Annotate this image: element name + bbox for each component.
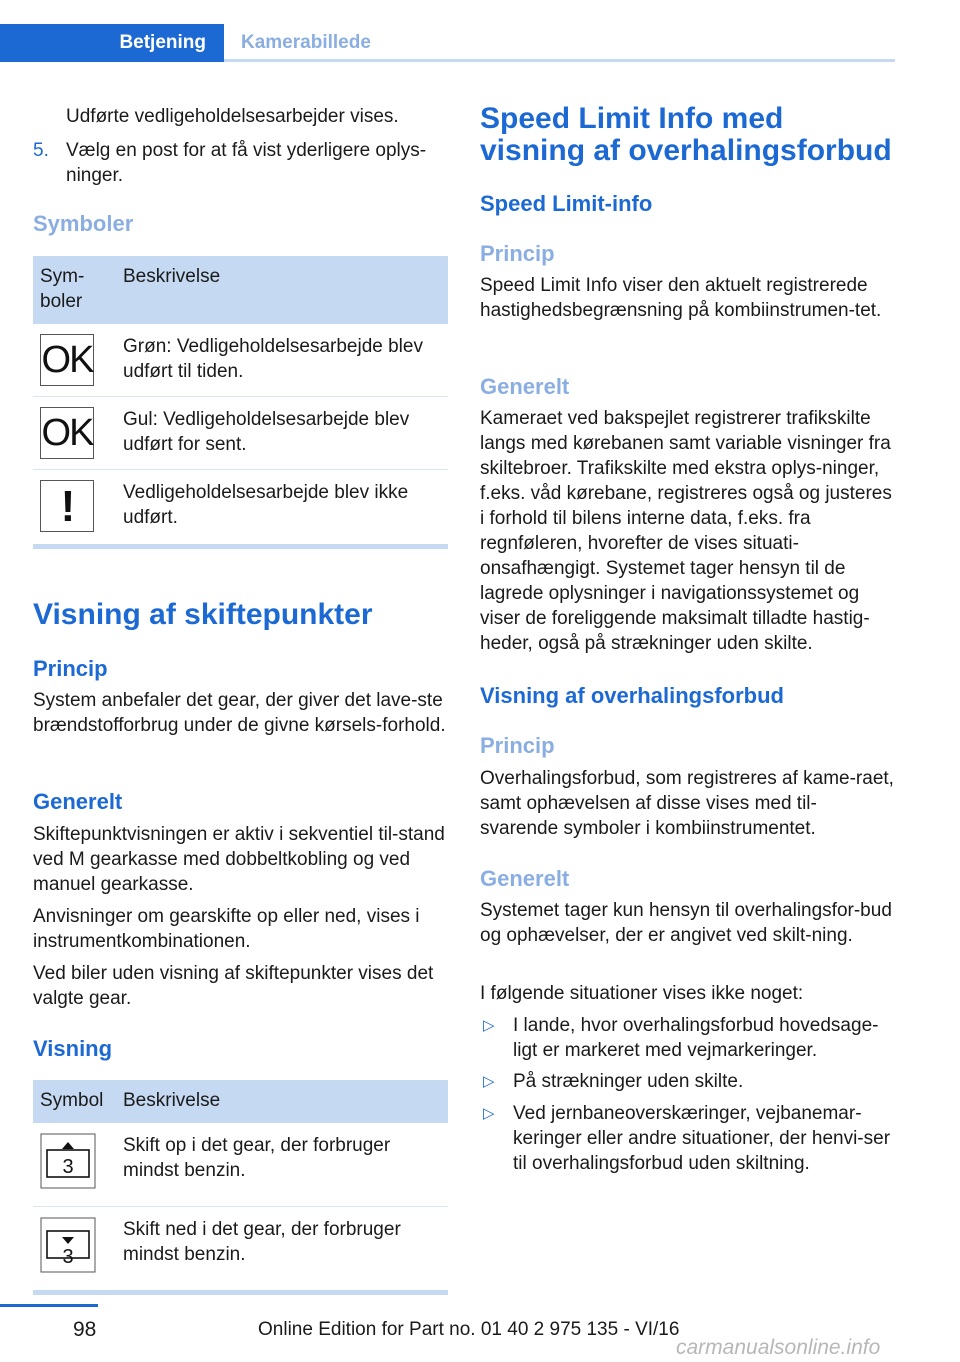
generelt-paragraph-2b: I følgende situationer vises ikke noget: [480, 983, 804, 1004]
footer-rule [0, 1304, 98, 1307]
bullet-text: I lande, hvor overhalingsforbud hovedsage‐ligt er markeret med vejmarkeringer. [513, 1015, 879, 1061]
list-item [480, 1101, 895, 1176]
gear-table-wrap [33, 1080, 448, 1295]
table-cell: Vedligeholdelsesarbejde blev ikke udført. [123, 482, 409, 528]
table-header-symbols: Sym‐boler [33, 256, 116, 324]
heading-princip: Princip [480, 241, 555, 266]
step-number: 5. [33, 140, 49, 161]
triangle-bullet-icon: ▷ [483, 1017, 495, 1034]
bullet-text: På strækninger uden skilte. [513, 1071, 744, 1092]
list-item [480, 1013, 895, 1063]
heading-speed-limit: Speed Limit Info med visning af overhalingsforbud [480, 102, 892, 167]
generelt-paragraph-1: Skiftepunktvisningen er aktiv i sekventiel til‐stand ved M gearkasse med dobbeltkobling og ved manuel gearkasse. [33, 824, 445, 895]
continued-line: Udførte vedligeholdelsesarbejder vises. [66, 106, 399, 127]
triangle-bullet-icon: ▷ [483, 1105, 495, 1122]
ok-yellow-icon: OK [40, 407, 94, 459]
table-bottom-rule [33, 544, 448, 549]
table-header-description: Beskrivelse [116, 256, 448, 324]
symbols-table-wrap [33, 256, 448, 549]
table-row [33, 1123, 448, 1207]
heading-speed-limit-info: Speed Limit-info [480, 191, 653, 216]
symbols-heading: Symboler [33, 211, 134, 236]
list-item-step-5 [33, 138, 448, 188]
section-tab [0, 24, 224, 62]
table-row [33, 470, 448, 545]
table-row [33, 324, 448, 397]
generelt-paragraph-2a: Systemet tager kun hensyn til overhalingsfor‐bud og ophævelser, der er angivet ved skilt‐ning. [480, 900, 892, 946]
table-cell: Skift ned i det gear, der forbruger mindst benzin. [123, 1219, 401, 1265]
generelt-paragraph: Kameraet ved bakspejlet registrerer trafikskilte langs med kørebanen samt variable visninger fra skiltebroer. Trafikskilte med ekstra oplys‐ninger, f.eks. våd kørebane, registreres også og justeres i forhold til bilens interne data, f.eks. fra regnføleren, hvorefter de vises situati‐onsafhængigt. Systemet tager hensyn til de lagrede oplysninger i navigationssystemet og viser de foreliggende maksimalt tilladte hastig‐heder, også på strækninger uden skilte. [480, 408, 892, 654]
table-header-row [33, 256, 448, 324]
heading-generelt-2: Generelt [480, 866, 570, 891]
gear-table [33, 1080, 448, 1290]
table-header-symbol: Symbol [33, 1080, 116, 1123]
symbols-table [33, 256, 448, 544]
table-bottom-rule [33, 1290, 448, 1295]
heading-visning: Visning [33, 1036, 113, 1061]
princip-paragraph: System anbefaler det gear, der giver det lave‐ste brændstofforbrug under de givne kørsels‐forhold. [33, 690, 446, 736]
heading-overtaking-ban: Visning af overhalingsforbud [480, 683, 784, 708]
step-text: Vælg en post for at få vist yderligere oplys‐ninger. [66, 140, 427, 186]
table-row [33, 1207, 448, 1291]
generelt-paragraph-2: Anvisninger om gearskifte op eller ned, vises i instrumentkombinationen. [33, 906, 420, 952]
princip-paragraph: Speed Limit Info viser den aktuelt registrerede hastighedsbegrænsning på kombiinstrumen‐tet. [480, 275, 882, 321]
triangle-bullet-icon: ▷ [483, 1073, 495, 1090]
subsection-tab [224, 24, 895, 62]
table-cell: Grøn: Vedligeholdelsesarbejde blev udført til tiden. [116, 324, 448, 397]
heading-generelt: Generelt [33, 789, 123, 814]
shift-up-icon [40, 1133, 96, 1189]
shift-down-icon [40, 1217, 96, 1273]
princip-paragraph-2: Overhalingsforbud, som registreres af kame‐raet, samt ophævelsen af disse vises med til‐svarende symboler i kombiinstrumentet. [480, 768, 894, 839]
table-header-description: Beskrivelse [116, 1080, 448, 1123]
heading-princip-2: Princip [480, 733, 555, 758]
running-header [0, 24, 895, 62]
heading-princip: Princip [33, 656, 108, 681]
svg-text:3: 3 [62, 1156, 74, 1178]
list-item [480, 1069, 895, 1094]
generelt-paragraph-3: Ved biler uden visning af skiftepunkter vises det valgte gear. [33, 963, 434, 1009]
table-header-row [33, 1080, 448, 1123]
table-row [33, 397, 448, 470]
watermark: carmanualsonline.info [676, 1336, 881, 1359]
subsection-label: Kamerabillede [241, 32, 371, 53]
edition-line: Online Edition for Part no. 01 40 2 975 135 - VI/16 [258, 1319, 680, 1340]
page-number: 98 [73, 1318, 97, 1341]
exclamation-icon: ! [40, 480, 94, 532]
ok-green-icon: OK [40, 334, 94, 386]
section-label: Betjening [119, 32, 206, 53]
svg-text:3: 3 [62, 1246, 74, 1268]
heading-shift-points: Visning af skiftepunkter [33, 598, 373, 631]
heading-generelt: Generelt [480, 374, 570, 399]
table-cell: Gul: Vedligeholdelsesarbejde blev udført for sent. [116, 397, 448, 470]
table-cell: Skift op i det gear, der forbruger mindst benzin. [116, 1123, 448, 1207]
bullet-text: Ved jernbaneoverskæringer, vejbanemar‐keringer eller andre situationer, der henvi‐ser til overhalingsforbud uden skiltning. [513, 1103, 891, 1174]
